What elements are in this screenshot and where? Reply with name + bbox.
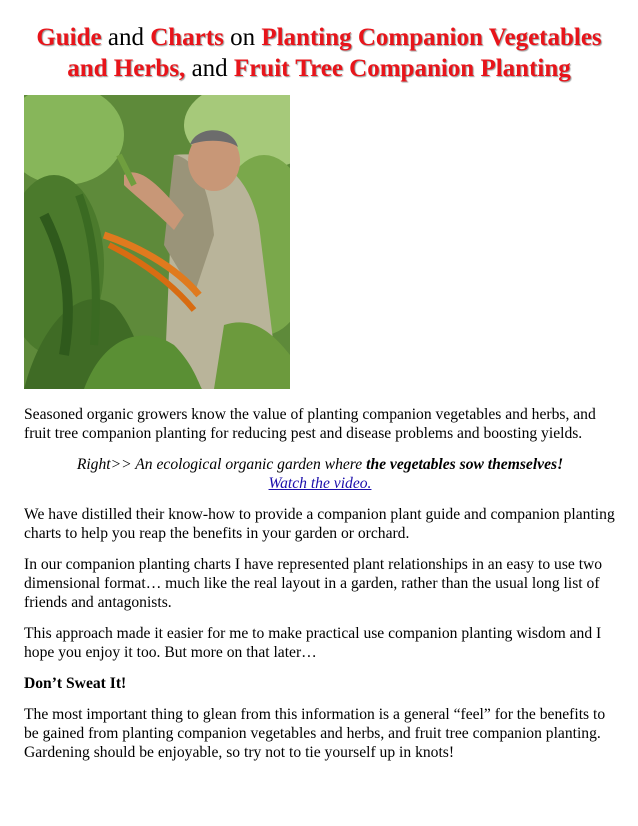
video-callout: [24, 455, 616, 493]
distilled-paragraph: We have distilled their know-how to provide a companion plant guide and companion planting charts to help you reap the benefits in your garden or orchard.: [24, 506, 615, 542]
gardener-photo: [24, 95, 290, 389]
callout-text: Right>> An ecological organic garden where: [76, 456, 367, 473]
title-planting-companion-vegetables: Planting Companion Vegetables: [261, 24, 602, 51]
approach-paragraph: This approach made it easier for me to make practical use companion planting wisdom and I hope you enjoy it too. But more on that later…: [24, 625, 602, 661]
callout-bold: the vegetables sow themselves!: [366, 456, 564, 473]
title-guide: Guide: [36, 24, 102, 51]
important-paragraph: The most important thing to glean from this information is a general “feel” for the benefits to be gained from planting companion vegetables and herbs, and fruit tree companion planting. Gardening should be enjoyable, so try not to tie yourself up in knots!: [24, 706, 606, 761]
gardener-illustration: [24, 95, 290, 389]
intro-paragraph: Seasoned organic growers know the value of planting companion vegetables and herbs, and fruit tree companion planting for reducing pest and disease problems and boosting yields.: [24, 406, 596, 442]
watch-video-link[interactable]: Watch the video.: [268, 475, 372, 492]
dont-sweat-heading: Don’t Sweat It!: [24, 675, 127, 692]
title-and-1: and: [101, 24, 151, 51]
title-and-herbs: and Herbs,: [67, 55, 186, 82]
title-fruit-tree: Fruit Tree Companion Planting: [233, 55, 571, 82]
title-charts: Charts: [150, 24, 224, 51]
title-and-2: and: [185, 55, 234, 82]
title-on: on: [223, 24, 262, 51]
article-body: [24, 405, 616, 774]
charts-paragraph: In our companion planting charts I have represented plant relationships in an easy to use two dimensional format… much like the real layout in a garden, rather than the usual long list of friends and antagonists.: [24, 556, 603, 611]
page-title: [20, 22, 618, 84]
